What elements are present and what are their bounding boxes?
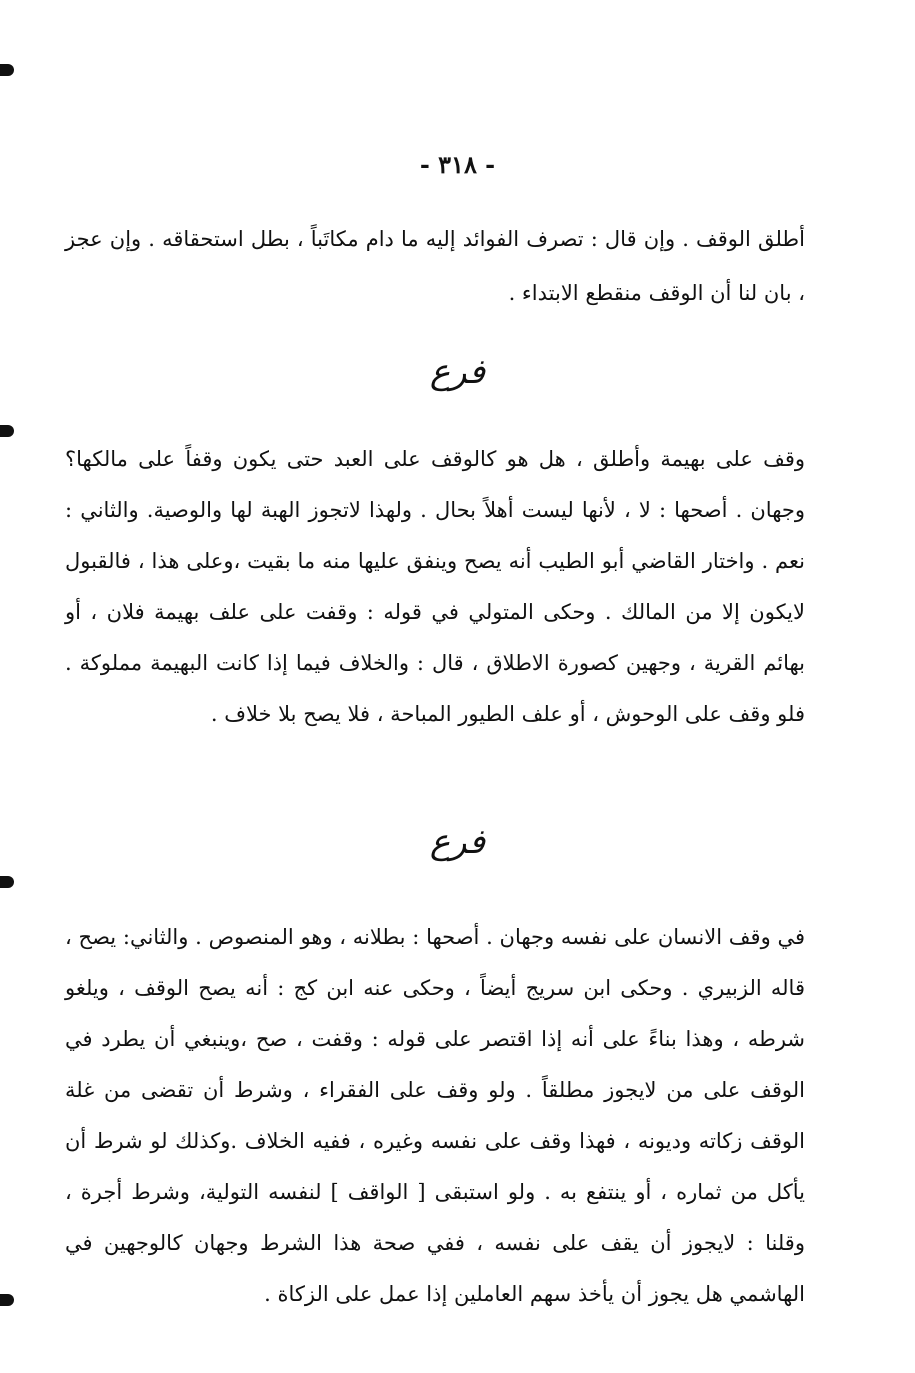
page-number: - ٣١٨ - — [419, 150, 496, 179]
margin-mark — [0, 1294, 14, 1306]
section-heading-2: فرع — [429, 822, 486, 862]
margin-mark — [0, 64, 14, 76]
section-2-paragraph: في وقف الانسان على نفسه وجهان . أصحها : بطلانه ، وهو المنصوص . والثاني: يصح ، قاله الزبيري . وحكى ابن سريج أيضاً ، وحكى عنه ابن كج : أنه يصح الوقف ، ويلغو شرطه ، وهذا بناءً على أنه إذا اقتصر على قوله : وقفت ، صح ،وينبغي أن يطرد في الوقف على من لايجوز مطلقاً . ولو وقف على الفقراء ، وشرط أن تقضى من غلة الوقف زكاته وديونه ، فهذا وقف على نفسه وغيره ، ففيه الخلاف .وكذلك لو شرط أن يأكل من ثماره ، أو ينتفع به . ولو استبقى [ الواقف ] لنفسه التولية، وشرط أجرة ، وقلنا : لايجوز أن يقف على نفسه ، ففي صحة هذا الشرط وجهان كالوجهين في الهاشمي هل يجوز أن يأخذ سهم العاملين إذا عمل على الزكاة . — [65, 925, 805, 1306]
top-paragraph: أطلق الوقف . وإن قال : تصرف الفوائد إليه ما دام مكاتَباً ، بطل استحقاقه . وإن عجز ، بان لنا أن الوقف منقطع الابتداء . — [65, 227, 805, 305]
section-heading-1: فرع — [429, 352, 486, 392]
section-1-paragraph: وقف على بهيمة وأطلق ، هل هو كالوقف على العبد حتى يكون وقفاً على مالكها؟ وجهان . أصحها : لا ، لأنها ليست أهلاً بحال . ولهذا لاتجوز الهبة لها والوصية. والثاني : نعم . واختار القاضي أبو الطيب أنه يصح وينفق عليها منه ما بقيت ،وعلى هذا ، فالقبول لايكون إلا من المالك . وحكى المتولي في قوله : وقفت على علف بهيمة فلان ، أو بهائم القرية ، وجهين كصورة الاطلاق ، قال : والخلاف فيما إذا كانت البهيمة مملوكة . فلو وقف على الوحوش ، أو علف الطيور المباحة ، فلا يصح بلا خلاف . — [65, 447, 805, 726]
margin-mark — [0, 876, 14, 888]
margin-mark — [0, 425, 14, 437]
